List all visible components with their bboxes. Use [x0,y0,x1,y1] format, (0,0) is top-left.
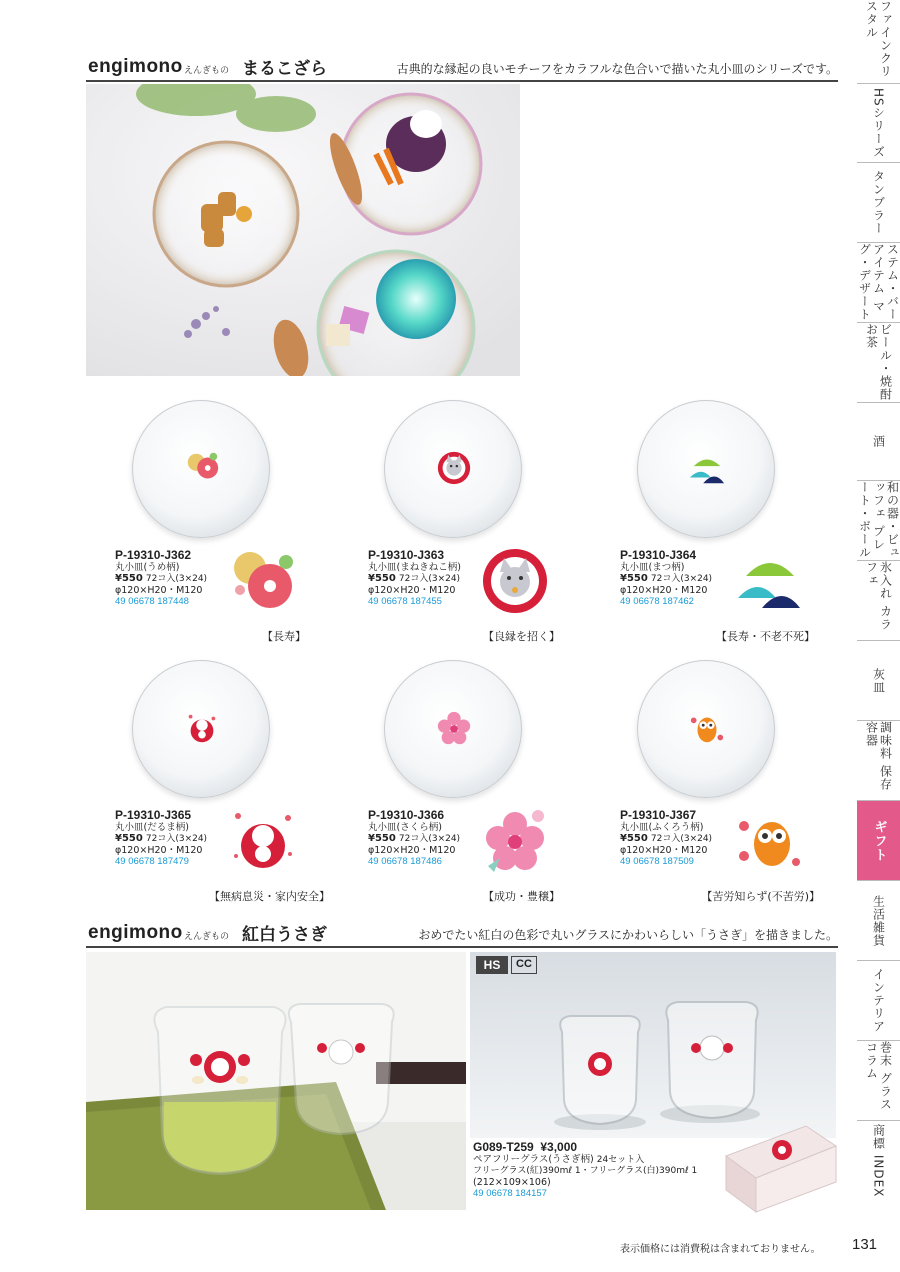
product-pack: 72コ入(3×24) [650,834,713,844]
tab-hs-series[interactable]: HSシリーズ [857,84,900,163]
gift-box-image [716,1116,838,1216]
tab-stem-bar[interactable]: ステム・バーアイテム マグ・デザート [857,243,900,321]
tab-zakka[interactable]: 生活雑貨 [857,881,900,961]
sakura-large-icon [480,806,550,876]
product-jan: 49 06678 187455 [368,596,442,607]
maneki-neko-icon [435,449,473,487]
photo-pair-glasses [470,952,836,1138]
product-price: ¥550 [368,833,396,844]
daruma-icon [183,709,221,747]
tab-index[interactable]: 商標 INDEX [871,1124,886,1198]
product-price: ¥550 [115,573,143,584]
pair-product-info [473,1142,723,1199]
matsu-icon [688,449,726,487]
caption-j362: 【長寿】 [262,630,306,643]
page-number: 131 [852,1236,878,1253]
product-pack: 72コ入(3×24) [398,574,461,584]
caption-j366: 【成功・豊穣】 [483,890,560,903]
tab-interior[interactable]: インテリア [857,961,900,1041]
product-info-j367 [620,808,730,867]
product-info-j364 [620,548,730,607]
maneki-neko-large-icon [480,546,550,616]
product-name: 丸小皿(さくら柄) [368,822,442,833]
product-info-j362 [115,548,225,607]
product-size: φ120×H20・M120 [115,585,203,596]
product-price: ¥550 [115,833,143,844]
product-code: P-19310-J363 [368,548,445,562]
daruma-large-icon [228,806,298,876]
brand-kana: えんぎもの [184,66,230,76]
brand-name: engimono [88,922,183,943]
tab-seasoning[interactable]: 調味料 保存容器 [857,721,900,801]
tab-wa-buffet[interactable]: 和の器・ビュッフェ プレート・ボール [857,481,900,559]
product-price: ¥550 [620,833,648,844]
plate-ume [132,400,270,538]
pair-product-contents: フリーグラス(紅)390mℓ 1・フリーグラス(白)390mℓ 1 [473,1166,698,1176]
tab-ice-carafe[interactable]: 氷入れ カラフェ [857,561,900,641]
product-pack: 72コ入(3×24) [145,834,208,844]
ume-large-icon [228,546,298,616]
product-code: P-19310-J365 [115,808,192,822]
product-name: 丸小皿(だるま柄) [115,822,189,833]
product-size: φ120×H20・M120 [368,585,456,596]
pair-product-size: (212×109×106) [473,1177,551,1188]
pair-product-jan: 49 06678 184157 [473,1188,547,1199]
product-name: 丸小皿(うめ柄) [115,562,180,573]
plate-sakura [384,660,522,798]
plate-neko [384,400,522,538]
tab-tumbler[interactable]: タンブラー [857,163,900,243]
photo-glasses-with-tea [86,952,466,1210]
owl-large-icon [734,806,804,876]
brand-name: engimono [88,56,183,77]
pair-product-pack: 24セット入 [596,1155,645,1165]
caption-j365: 【無病息災・家内安全】 [209,890,330,903]
hs-badge: HS [476,956,508,974]
caption-j363: 【良縁を招く】 [483,630,560,643]
product-size: φ120×H20・M120 [620,845,708,856]
ume-icon [183,449,221,487]
pair-product-code: G089-T259 [473,1140,534,1154]
product-info-j365 [115,808,225,867]
tax-note: 表示価格には消費税は含まれておりません。 [620,1244,821,1255]
product-name: 丸小皿(まねきねこ柄) [368,562,461,573]
brand-kana: えんぎもの [184,932,230,942]
product-info-j363 [368,548,478,607]
tab-ashtray[interactable]: 灰皿 [857,641,900,721]
product-pack: 72コ入(3×24) [650,574,713,584]
pair-product-name: ペアフリーグラス(うさぎ柄) [473,1154,594,1165]
product-jan: 49 06678 187448 [115,596,189,607]
product-name: 丸小皿(まつ柄) [620,562,685,573]
series-description: 古典的な縁起の良いモチーフをカラフルな色合いで描いた丸小皿のシリーズです。 [396,62,838,76]
product-jan: 49 06678 187486 [368,856,442,867]
series-title: 紅白うさぎ [242,925,327,945]
plate-daruma [132,660,270,798]
product-pack: 72コ入(3×24) [398,834,461,844]
tab-fine-crystal[interactable]: ファインクリスタル [857,0,900,84]
product-code: P-19310-J367 [620,808,697,822]
product-name: 丸小皿(ふくろう柄) [620,822,704,833]
tab-beer-shochu[interactable]: ビール・焼酎 お茶 [857,323,900,403]
product-code: P-19310-J362 [115,548,192,562]
tab-sake[interactable]: 酒 [857,403,900,481]
plate-fukuro [637,660,775,798]
product-price: ¥550 [368,573,396,584]
product-price: ¥550 [620,573,648,584]
product-jan: 49 06678 187509 [620,856,694,867]
sakura-icon [435,709,473,747]
owl-icon [688,709,726,747]
side-index [857,0,900,1198]
matsu-large-icon [734,546,804,616]
tab-glass-column[interactable]: 巻末 グラスコラム [857,1041,900,1121]
product-info-j366 [368,808,478,867]
product-size: φ120×H20・M120 [620,585,708,596]
plate-matsu [637,400,775,538]
cc-badge: CC [511,956,537,974]
caption-j364: 【長寿・不老不死】 [716,630,815,643]
hero-photo-plates [86,84,520,376]
section-header-marukozara [86,56,838,82]
series-title: まるこざら [242,59,327,79]
section-header-kouhaku-usagi [86,922,838,948]
product-size: φ120×H20・M120 [368,845,456,856]
product-size: φ120×H20・M120 [115,845,203,856]
caption-j367: 【苦労知らず(不苦労)】 [701,890,820,903]
product-jan: 49 06678 187479 [115,856,189,867]
pair-product-price: ¥3,000 [540,1140,578,1154]
product-code: P-19310-J366 [368,808,445,822]
product-pack: 72コ入(3×24) [145,574,208,584]
series-description: おめでたい紅白の色彩で丸いグラスにかわいらしい「うさぎ」を描きました。 [418,928,838,942]
product-jan: 49 06678 187462 [620,596,694,607]
tab-gift[interactable]: ギフト [857,801,900,881]
product-code: P-19310-J364 [620,548,697,562]
